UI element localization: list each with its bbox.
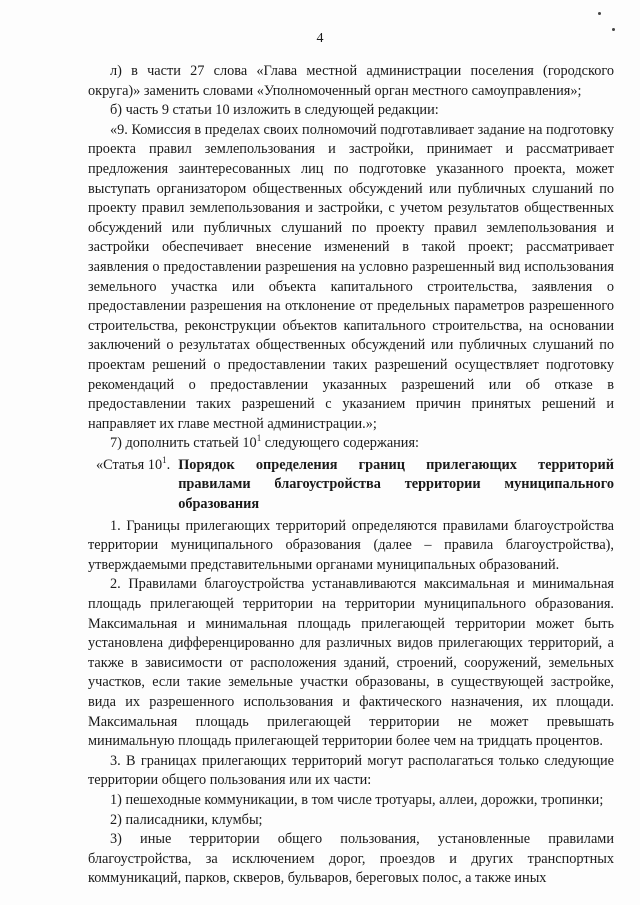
- paragraph-item-7: [88, 434, 614, 454]
- item-7-text-end: следующего содержания:: [261, 435, 420, 452]
- paragraph-clause-2: 2. Правилами благоустройства устанавливаются максимальная и минимальная площадь прилегающей территории на территории муниципального образования. Максимальная и минимальная площадь прилегающей территории может быть установлена дифференцированно для различных видов прилегающих территорий, а также в зависимости от расположения зданий, строений, сооружений, земельных участков, если такие земельные участки образованы, в существующей застройке, вида их разрешенного использования и фактического назначения, их площади. Максимальная площадь прилегающей территории не может превышать минимальную площадь прилегающей территории более чем на тридцать процентов.: [88, 576, 614, 750]
- paragraph-subitem-2: 2) палисадники, клумбы;: [110, 811, 263, 828]
- paragraph-part-9: «9. Комиссия в пределах своих полномочий подготавливает задание на подготовку проекта правил землепользования и застройки, принимает и рассматривает предложения заинтересованных лиц по подготовке указанного проекта, может выступать организатором общественных обсуждений или публичных слушаний по проекту правил землепользования и застройки, с учетом результатов общественных обсуждений или публичных слушаний по проекту правил землепользования и застройки обеспечивает внесение изменений в такой проект; рассматривает заявления о предоставлении разрешения на условно разрешенный вид использования земельного участка или объекта капитального строительства, заявления о предоставлении разрешения на отклонение от предельных параметров разрешенного строительства, реконструкции объектов капитального строительства, на основании заключений о результатах общественных обсуждений или публичных слушаний по проектам решений о предоставлении таких разрешений осуществляет подготовку рекомендаций о предоставлении указанных разрешений или об отказе в предоставлении таких разрешений с указанием причин принятых решений и направляет их главе местной администрации.»;: [88, 121, 614, 432]
- article-number-text: «Статья 10: [96, 456, 163, 473]
- paragraph-item-l: л) в части 27 слова «Глава местной администрации поселения (городского округа)» заменить словами «Уполномоченный орган местного самоуправления»;: [88, 63, 614, 99]
- article-number-superscript: 1: [162, 454, 167, 465]
- document-body: [88, 62, 614, 889]
- scan-speck: [612, 28, 615, 31]
- paragraph-clause-3: 3. В границах прилегающих территорий могут располагаться только следующие территории общего пользования или их части:: [88, 752, 614, 789]
- item-7-text: 7) дополнить статьей 10: [110, 435, 257, 452]
- article-title: Порядок определения границ прилегающих территорий правилами благоустройства территории муниципального образования: [178, 456, 614, 513]
- paragraph-clause-1: 1. Границы прилегающих территорий определяются правилами благоустройства территории муниципального образования (далее – правила благоустройства), утверждаемыми представительными органами муниципальных образований.: [88, 517, 614, 573]
- article-number-dot: .: [166, 456, 171, 473]
- article-number: [88, 456, 170, 515]
- article-heading: [88, 456, 614, 515]
- page-number: 4: [316, 31, 324, 46]
- paragraph-subitem-3: 3) иные территории общего пользования, установленные правилами благоустройства, за исключением дорог, проездов и других транспортных коммуникаций, парков, скверов, бульваров, береговых полос, а также иных: [88, 831, 614, 887]
- paragraph-item-b: б) часть 9 статьи 10 изложить в следующей редакции:: [110, 102, 439, 119]
- paragraph-subitem-1: 1) пешеходные коммуникации, в том числе тротуары, аллеи, дорожки, тропинки;: [110, 791, 604, 808]
- item-7-superscript: 1: [256, 433, 262, 444]
- scan-speck: [598, 12, 601, 15]
